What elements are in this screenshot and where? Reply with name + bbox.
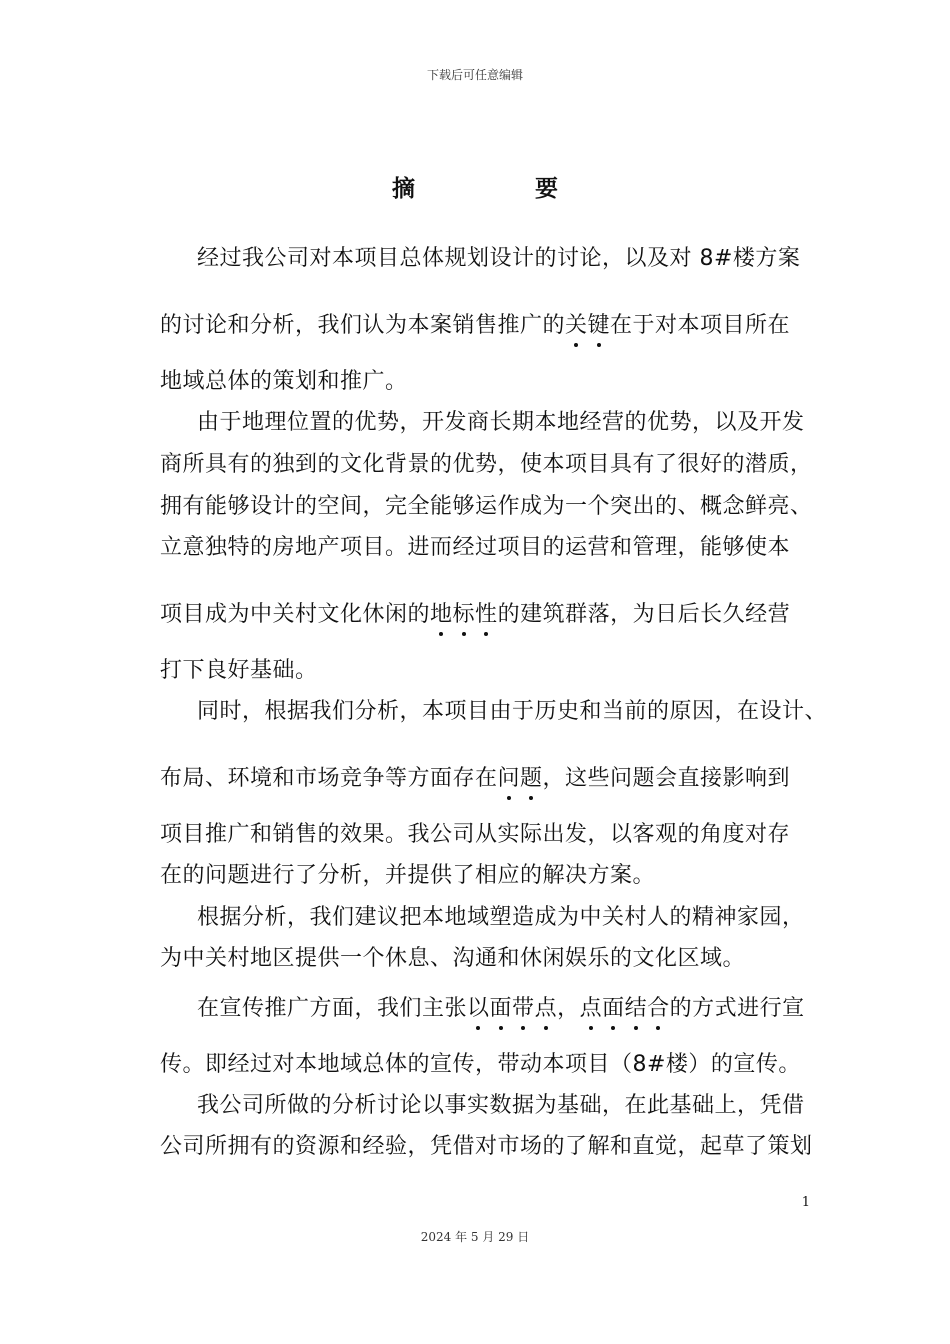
paragraph-line: 布局、环境和市场竞争等方面存在问题，这些问题会直接影响到 [160,766,791,791]
paragraph-line: 公司所拥有的资源和经验，凭借对市场的了解和直觉，起草了策划 [160,1134,813,1159]
paragraph-line: 根据分析，我们建议把本地域塑造成为中关村人的精神家园， [197,905,805,930]
paragraph-line: 由于地理位置的优势，开发商长期本地经营的优势，以及开发 [197,410,805,435]
emphasis-char: 点 [534,996,558,1021]
emphasis-char: 问 [497,766,521,791]
emphasis-char: 标 [452,602,476,627]
page-number: 1 [801,1195,810,1210]
emphasis-char: 面 [489,996,513,1021]
paragraph-line: 在宣传推广方面，我们主张以面带点，点面结合的方式进行宣 [197,996,805,1021]
paragraph-line: 传。即经过对本地域总体的宣传，带动本项目（8#楼）的宣传。 [160,1052,801,1077]
paragraph-line: 为中关村地区提供一个休息、沟通和休闲娱乐的文化区域。 [160,946,746,971]
emphasis-char: 面 [602,996,625,1021]
paragraph-line: 地域总体的策划和推广。 [160,369,408,394]
paragraph-line: 项目推广和销售的效果。我公司从实际出发，以客观的角度对存 [160,822,791,847]
paragraph-line: 打下良好基础。 [160,658,318,683]
paragraph-line: 拥有能够设计的空间，完全能够运作成为一个突出的、概念鲜亮、 [160,494,813,519]
emphasis-char: 合 [647,996,670,1021]
emphasis-char: 键 [587,313,611,338]
paragraph-line: 同时，根据我们分析，本项目由于历史和当前的原因，在设计、 [197,699,828,724]
emphasis-char: 性 [475,602,498,627]
page-header: 下载后可任意编辑 [426,68,523,82]
emphasis-char: 结 [624,996,648,1021]
paragraph-line: 项目成为中关村文化休闲的地标性的建筑群落，为日后长久经营 [160,602,791,627]
paragraph-line: 的讨论和分析，我们认为本案销售推广的关键在于对本项目所在 [160,313,791,338]
abstract-title: 摘 要 [391,176,614,202]
paragraph-line: 商所具有的独到的文化背景的优势，使本项目具有了很好的潜质， [160,452,813,477]
emphasis-char: 题 [520,766,543,791]
emphasis-char: 地 [430,602,453,627]
emphasis-char: 关 [565,313,588,338]
emphasis-char: 以 [467,996,490,1021]
emphasis-char: 点 [579,996,603,1021]
paragraph-line: 立意独特的房地产项目。进而经过项目的运营和管理，能够使本 [160,535,791,560]
paragraph-line: 在的问题进行了分析，并提供了相应的解决方案。 [160,863,656,888]
paragraph-line: 我公司所做的分析讨论以事实数据为基础，在此基础上，凭借 [197,1093,805,1118]
paragraph-line: 经过我公司对本项目总体规划设计的讨论，以及对 8#楼方案 [197,246,801,271]
emphasis-char: 带 [512,996,535,1021]
page-footer-date: 2024 年 5 月 29 日 [420,1230,530,1244]
